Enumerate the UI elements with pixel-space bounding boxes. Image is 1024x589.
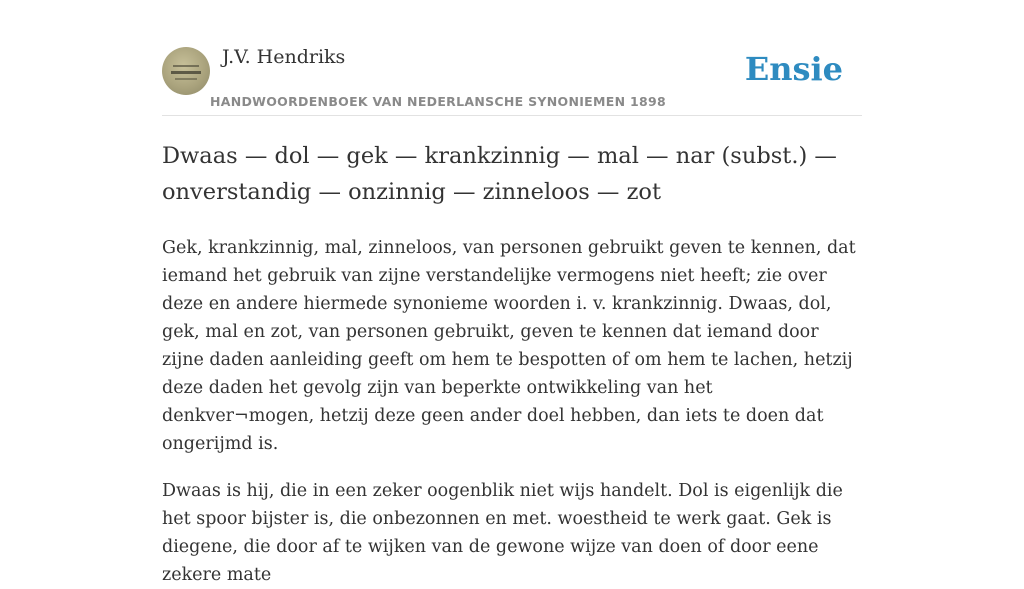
avatar-book-cover-line — [175, 78, 197, 80]
author-name[interactable]: J.V. Hendriks — [222, 46, 346, 68]
article-title: Dwaas — dol — gek — krankzinnig — mal — nar (subst.) — onverstandig — onzinnig — zinneloos — zot — [162, 143, 837, 205]
article-paragraph: Dwaas is hij, die in een zeker oogenblik niet wijs handelt. Dol is eigenlijk die het spoor bijster is, die onbezonnen en met. woestheid te werk gaat. Gek is diegene, die door af te wijken van de gewone wijze van doen of door eene zekere mate — [162, 481, 843, 585]
article-page — [162, 0, 862, 589]
source-title[interactable]: HANDWOORDENBOEK VAN NEDERLANSCHE SYNONIEMEN 1898 — [210, 94, 667, 109]
ensie-logo[interactable]: Ensie — [744, 50, 843, 88]
article-paragraph: Gek, krankzinnig, mal, zinneloos, van personen gebruikt geven te kennen, dat iemand het gebruik van zijne verstandelijke vermogens niet heeft; zie over deze en andere hiermede synonieme woorden i. v. krankzinnig. Dwaas, dol, gek, mal en zot, van personen gebruikt, geven te kennen dat iemand door zijne daden aanleiding geeft om hem te bespotten of om hem te lachen, hetzij deze daden het gevolg zijn van beperkte ontwikkeling van het denkver¬mogen, hetzij deze geen ander doel hebben, dan iets te doen dat ongerijmd is. — [162, 238, 856, 454]
avatar-book-cover-line — [173, 65, 199, 67]
article-header — [162, 0, 862, 116]
author-avatar[interactable] — [162, 47, 210, 95]
avatar-book-cover-title — [171, 71, 201, 74]
